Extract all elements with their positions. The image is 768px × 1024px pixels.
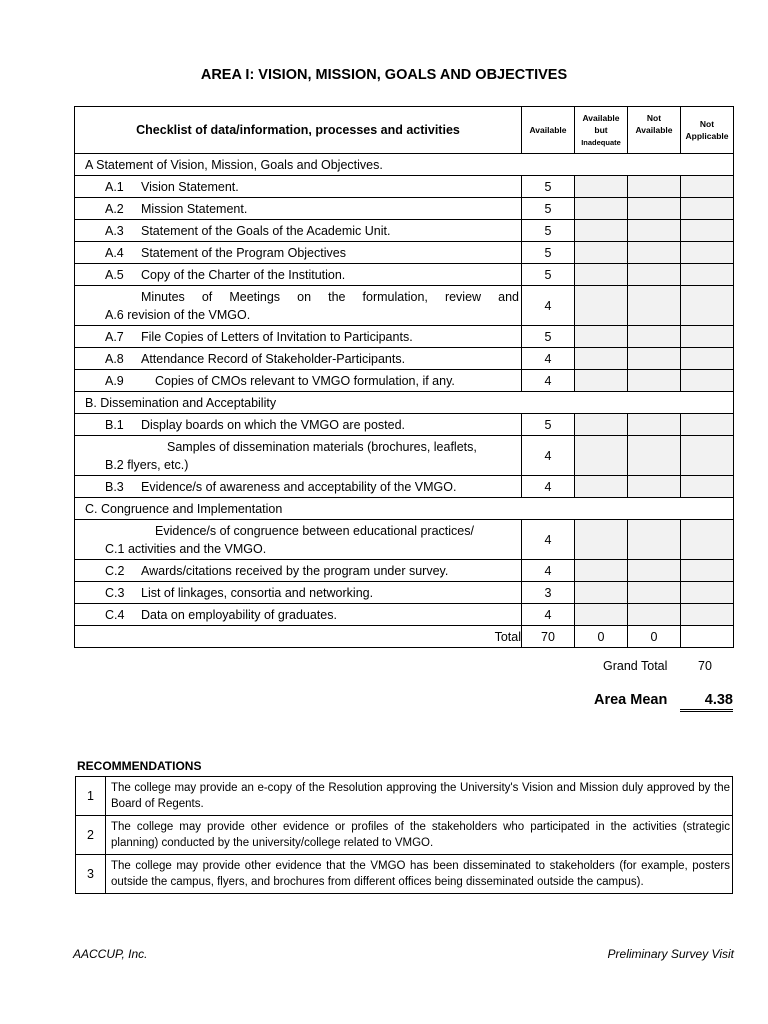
page-title: AREA I: VISION, MISSION, GOALS AND OBJECTIVES — [200, 67, 568, 83]
recommendation-row — [76, 816, 733, 855]
table-row: B.3 Evidence/s of awareness and acceptability of the VMGO. 4 — [75, 476, 734, 498]
table-row: C.3 List of linkages, consortia and networking. 3 — [75, 582, 734, 604]
table-row: Evidence/s of congruence between educational practices/ C.1 activities and the VMGO. 4 — [75, 520, 734, 560]
section-header: A Statement of Vision, Mission, Goals and Objectives. — [75, 154, 734, 176]
table-row — [75, 176, 734, 198]
area-mean-value: 4.38 — [680, 692, 733, 712]
recommendation-number: 3 — [76, 855, 106, 894]
recommendation-number: 1 — [76, 777, 106, 816]
available-but-inadequate-header: Available but Inadequate — [575, 107, 628, 154]
not-available-header: Not Available — [628, 107, 681, 154]
table-row: C.2 Awards/citations received by the program under survey. 4 — [75, 560, 734, 582]
recommendation-row — [76, 855, 733, 894]
recommendation-number: 2 — [76, 816, 106, 855]
total-inadequate: 0 — [575, 626, 628, 648]
footer-organization: AACCUP, Inc. — [73, 947, 148, 961]
table-row: A.4 Statement of the Program Objectives 5 — [75, 242, 734, 264]
item-text: Vision Statement. — [141, 179, 239, 194]
table-row: B.1 Display boards on which the VMGO are posted. 5 — [75, 414, 734, 436]
table-row: A.8 Attendance Record of Stakeholder-Participants. 4 — [75, 348, 734, 370]
total-row — [75, 626, 734, 648]
section-header: B. Dissemination and Acceptability — [75, 392, 734, 414]
total-available: 70 — [522, 626, 575, 648]
table-row: A.5 Copy of the Charter of the Institution. 5 — [75, 264, 734, 286]
recommendation-text: The college may provide other evidence or profiles of the stakeholders who participated in the activities (strategic planning) conducted by the university/college related to VMGO. — [106, 816, 733, 855]
checklist-table — [74, 106, 734, 648]
available-value: 5 — [522, 176, 575, 198]
recommendation-row — [76, 777, 733, 816]
recommendation-text: The college may provide an e-copy of the Resolution approving the University's Vision and Mission duly approved by the Board of Regents. — [106, 777, 733, 816]
available-header: Available — [522, 107, 575, 154]
not-applicable-header: Not Applicable — [681, 107, 734, 154]
table-row: A.9 Copies of CMOs relevant to VMGO formulation, if any. 4 — [75, 370, 734, 392]
total-label: Total — [75, 626, 522, 648]
recommendation-text: The college may provide other evidence that the VMGO has been disseminated to stakeholders (for example, posters outside the campus, flyers, and brochures from different offices being disseminated outside the campus). — [106, 855, 733, 894]
table-row: A.2 Mission Statement. 5 — [75, 198, 734, 220]
table-row: Samples of dissemination materials (brochures, leaflets, B.2 flyers, etc.) 4 — [75, 436, 734, 476]
grand-total-value: 70 — [698, 659, 712, 673]
total-not-available: 0 — [628, 626, 681, 648]
recommendations-table — [75, 776, 733, 894]
section-header: C. Congruence and Implementation — [75, 498, 734, 520]
table-row: A.7 File Copies of Letters of Invitation to Participants. 5 — [75, 326, 734, 348]
table-row: C.4 Data on employability of graduates. 4 — [75, 604, 734, 626]
footer-visit-type: Preliminary Survey Visit — [607, 947, 734, 961]
grand-total-label: Grand Total — [603, 659, 668, 673]
checklist-header: Checklist of data/information, processes and activities — [75, 107, 522, 154]
table-row: Minutes of Meetings on the formulation, review and A.6 revision of the VMGO. 4 — [75, 286, 734, 326]
area-mean-label: Area Mean — [594, 692, 668, 708]
recommendations-title: RECOMMENDATIONS — [77, 759, 202, 773]
table-row: A.3 Statement of the Goals of the Academic Unit. 5 — [75, 220, 734, 242]
item-code: A.1 — [105, 179, 124, 194]
